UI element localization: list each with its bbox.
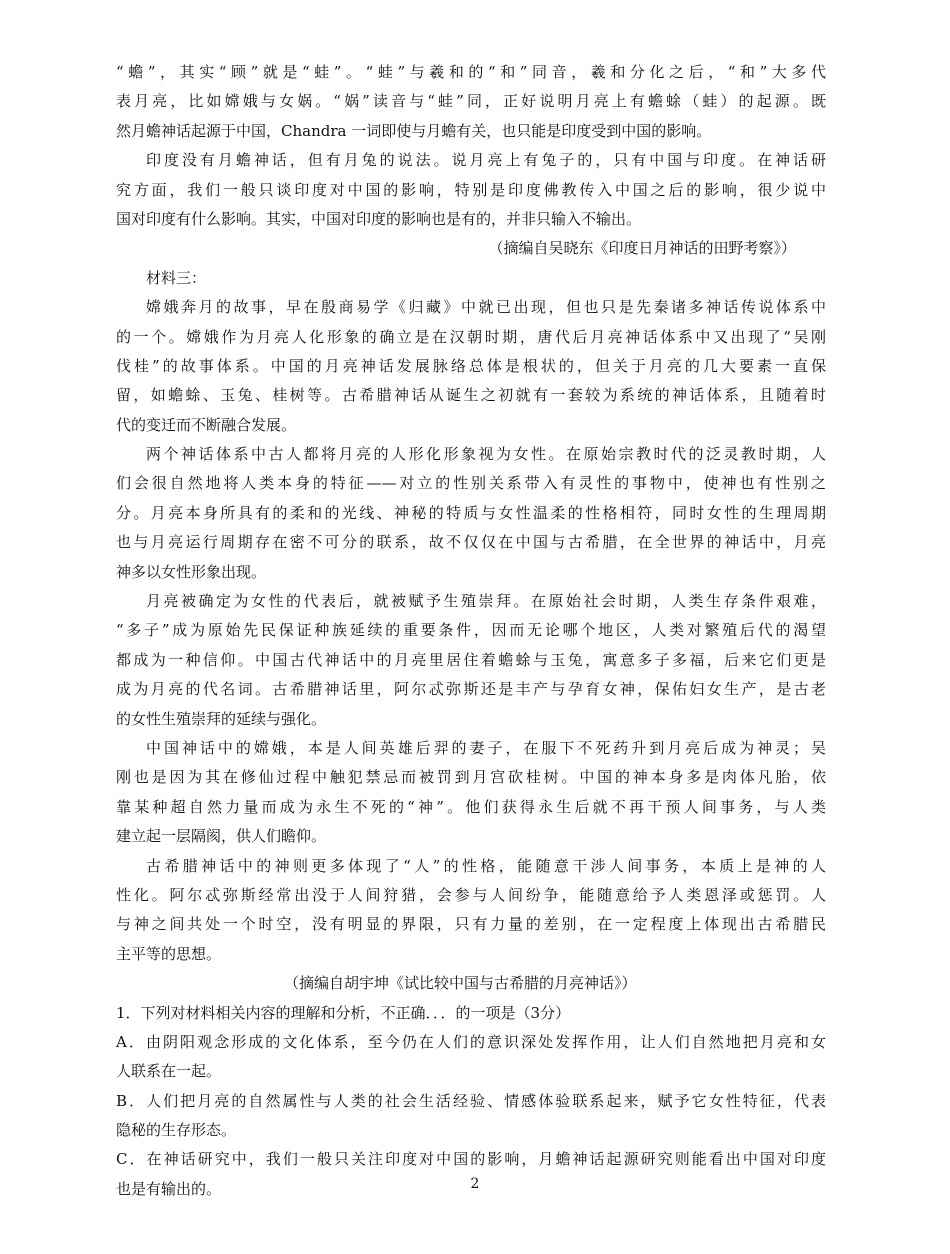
text-line: 1．下列对材料相关内容的理解和分析，不正确．．．的一项是（3分） xyxy=(116,1003,571,1022)
text-line: 成为月亮的代名词。古希腊神话里，阿尔忒弥斯还是丰产与孕育女神，保佑妇女生产，是古老 xyxy=(116,680,826,699)
text-line: 中国神话中的嫦娥，本是人间英雄后羿的妻子，在服下不死药升到月亮后成为神灵；吴 xyxy=(146,738,826,757)
text-line: A．由阴阳观念形成的文化体系，至今仍在人们的意识深处发挥作用，让人们自然地把月亮和女 xyxy=(116,1032,826,1051)
text-line: B．人们把月亮的自然属性与人类的社会生活经验、情感体验联系起来，赋予它女性特征，代表 xyxy=(116,1091,826,1110)
text-line: 材料三： xyxy=(146,268,207,287)
text-line: （摘编自胡宇坤《试比较中国与古希腊的月亮神话》） xyxy=(284,974,637,993)
text-line: （摘编自吴晓东《印度日月神话的田野考察》） xyxy=(488,239,796,258)
text-line: 也是有输出的。 xyxy=(116,1179,222,1198)
text-line: 究方面，我们一般只谈印度对中国的影响，特别是印度佛教传入中国之后的影响，很少说中 xyxy=(116,180,826,199)
text-line: 伐桂”的故事体系。中国的月亮神话发展脉络总体是根状的，但关于月亮的几大要素一直保 xyxy=(116,356,826,375)
text-line: 两个神话体系中古人都将月亮的人形化形象视为女性。在原始宗教时代的泛灵教时期，人 xyxy=(146,445,826,464)
text-line: 们会很自然地将人类本身的特征——对立的性别关系带入有灵性的事物中，使神也有性别之 xyxy=(116,474,826,493)
text-line: 建立起一层隔阂，供人们瞻仰。 xyxy=(116,827,327,846)
text-line: 国对印度有什么影响。其实，中国对印度的影响也是有的，并非只输入不输出。 xyxy=(116,209,642,228)
text-line: 然月蟾神话起源于中国，Chandra 一词即使与月蟾有关，也只能是印度受到中国的影响。 xyxy=(116,121,712,140)
text-line: 代的变迁而不断融合发展。 xyxy=(116,415,297,434)
document-body xyxy=(116,58,826,1204)
text-line: 留，如蟾蜍、玉兔、桂树等。古希腊神话从诞生之初就有一套较为系统的神话体系，且随着时 xyxy=(116,386,826,405)
text-line: 表月亮，比如嫦娥与女娲。“娲”读音与“蛙”同，正好说明月亮上有蟾蜍（蛙）的起源。既 xyxy=(116,92,826,111)
text-line: 人联系在一起。 xyxy=(116,1062,222,1081)
text-line: 分。月亮本身所具有的柔和的光线、神秘的特质与女性温柔的性格相符，同时女性的生理周期 xyxy=(116,503,826,522)
text-line: 主平等的思想。 xyxy=(116,944,222,963)
text-line: 神多以女性形象出现。 xyxy=(116,562,267,581)
text-line: 靠某种超自然力量而成为永生不死的“神”。他们获得永生后就不再干预人间事务，与人类 xyxy=(116,797,826,816)
text-line: 隐秘的生存形态。 xyxy=(116,1121,237,1140)
text-line: 印度没有月蟾神话，但有月兔的说法。说月亮上有兔子的，只有中国与印度。在神话研 xyxy=(146,151,826,170)
text-line: C．在神话研究中，我们一般只关注印度对中国的影响，月蟾神话起源研究则能看出中国对印度 xyxy=(116,1150,826,1169)
text-line: “多子”成为原始先民保证种族延续的重要条件，因而无论哪个地区，人类对繁殖后代的渴望 xyxy=(116,621,826,640)
text-line: 的女性生殖崇拜的延续与强化。 xyxy=(116,709,327,728)
text-line: 月亮被确定为女性的代表后，就被赋予生殖崇拜。在原始社会时期，人类生存条件艰难， xyxy=(146,592,826,611)
page-number: 2 xyxy=(470,1176,480,1192)
text-line: 古希腊神话中的神则更多体现了“人”的性格，能随意干涉人间事务，本质上是神的人 xyxy=(146,856,826,875)
text-line: 嫦娥奔月的故事，早在殷商易学《归藏》中就已出现，但也只是先秦诸多神话传说体系中 xyxy=(146,298,826,317)
text-line: 也与月亮运行周期存在密不可分的联系，故不仅仅在中国与古希腊，在全世界的神话中，月亮 xyxy=(116,533,826,552)
text-line: 性化。阿尔忒弥斯经常出没于人间狩猎，会参与人间纷争，能随意给予人类恩泽或惩罚。人 xyxy=(116,885,826,904)
text-line: 与神之间共处一个时空，没有明显的界限，只有力量的差别，在一定程度上体现出古希腊民 xyxy=(116,915,826,934)
text-line: 的一个。嫦娥作为月亮人化形象的确立是在汉朝时期，唐代后月亮神话体系中又出现了“吴刚 xyxy=(116,327,826,346)
text-line: 都成为一种信仰。中国古代神话中的月亮里居住着蟾蜍与玉兔，寓意多子多福，后来它们更是 xyxy=(116,650,826,669)
text-line: 刚也是因为其在修仙过程中触犯禁忌而被罚到月宫砍桂树。中国的神本身多是肉体凡胎，依 xyxy=(116,768,826,787)
text-line: “蟾”，其实“顾”就是“蛙”。“蛙”与羲和的“和”同音，羲和分化之后，“和”大多代 xyxy=(116,63,826,81)
